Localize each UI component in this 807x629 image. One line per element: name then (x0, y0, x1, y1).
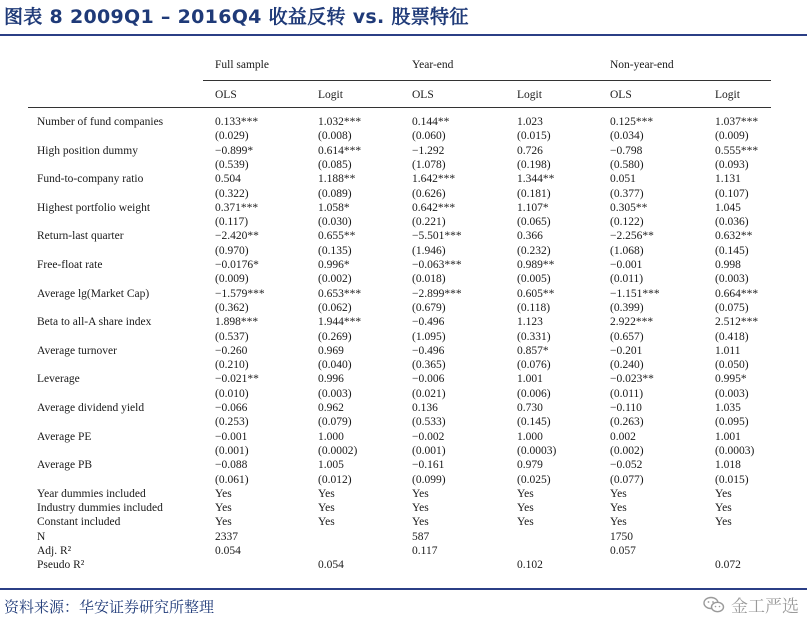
table-cell: (0.122) (610, 216, 644, 229)
row-label: Highest portfolio weight (37, 201, 151, 214)
table-cell: (0.040) (318, 359, 352, 372)
table-cell: (0.099) (412, 473, 446, 486)
table-cell: 0.857* (517, 344, 549, 357)
table-cell: (0.0003) (517, 444, 557, 457)
table-cell: Yes (412, 487, 429, 500)
table-cell: 1.032*** (318, 116, 362, 128)
table-cell: −0.110 (610, 402, 642, 414)
model-header: Logit (715, 89, 740, 101)
figure-title: 图表 8 2009Q1 – 2016Q4 收益反转 vs. 股票特征 (4, 6, 469, 28)
table-cell: (0.093) (715, 158, 749, 171)
row-label: Industry dummies included (37, 502, 163, 515)
table-cell: (0.117) (215, 216, 249, 229)
source-note: 资料来源：华安证券研究所整理 (4, 598, 215, 616)
table-cell: Yes (715, 502, 732, 515)
table-cell: (0.221) (412, 216, 446, 229)
table-cell: 0.117 (412, 545, 438, 557)
table-cell: 0.002 (610, 430, 636, 443)
table-cell: 0.366 (517, 230, 543, 243)
table-cell: (0.118) (517, 301, 551, 314)
group-header: Non-year-end (610, 59, 674, 71)
table-cell: 1.023 (517, 116, 543, 128)
table-cell: 1.058* (318, 201, 350, 214)
row-label: Constant included (37, 516, 121, 529)
table-cell: −0.021** (215, 373, 259, 386)
table-cell: 0.642*** (412, 201, 456, 214)
table-cell: 0.102 (517, 559, 543, 572)
table-cell: (0.362) (215, 301, 249, 314)
table-cell: (0.029) (215, 130, 249, 143)
table-cell: 1.944*** (318, 316, 362, 329)
model-header: Logit (318, 89, 343, 101)
table-cell: (0.011) (610, 273, 644, 286)
table-cell: 0.653*** (318, 287, 362, 300)
table-cell: (0.263) (610, 416, 644, 429)
table-cell: 1.123 (517, 316, 543, 329)
table-cell: −0.496 (412, 344, 445, 357)
table-cell: 0.371*** (215, 201, 259, 214)
table-cell: −2.420** (215, 230, 259, 243)
table-cell: Yes (412, 516, 429, 529)
table-cell: Yes (517, 502, 534, 515)
table-cell: −5.501*** (412, 230, 462, 243)
table-cell: (0.079) (318, 416, 352, 429)
table-cell: (1.095) (412, 330, 446, 343)
table-cell: 1.037*** (715, 116, 759, 128)
table-cell: Yes (215, 487, 232, 500)
row-label: Leverage (37, 373, 80, 386)
table-cell: (0.015) (715, 473, 749, 486)
table-cell: −1.579*** (215, 287, 265, 300)
table-cell: (0.085) (318, 158, 352, 171)
table-cell: (0.050) (715, 359, 749, 372)
table-cell: (1.946) (412, 244, 446, 257)
table-cell: −0.161 (412, 459, 445, 472)
table-cell: (0.331) (517, 330, 551, 343)
table-cell: Yes (610, 502, 627, 515)
table-cell: (0.145) (517, 416, 551, 429)
table-cell: 1.188** (318, 173, 356, 186)
table-cell: −0.0176* (215, 259, 259, 271)
table-cell: (0.580) (610, 158, 644, 171)
table-cell: 2.922*** (610, 316, 654, 329)
table-cell: Yes (318, 487, 335, 500)
table-cell: (1.068) (610, 244, 644, 257)
table-cell: −2.256** (610, 230, 654, 243)
row-label: High position dummy (37, 144, 138, 157)
table-cell: −0.006 (412, 373, 445, 386)
table-cell: 0.730 (517, 402, 543, 414)
row-label: Year dummies included (37, 487, 146, 500)
table-cell: −0.201 (610, 344, 643, 357)
row-label: Free-float rate (37, 259, 103, 271)
table-cell: 0.655** (318, 230, 356, 243)
table-cell: 1.018 (715, 459, 741, 472)
table-cell: (1.078) (412, 158, 446, 171)
table-cell: (0.322) (215, 187, 249, 200)
table-cell: (0.012) (318, 473, 352, 486)
table-cell: (0.089) (318, 187, 352, 200)
table-cell: −0.899* (215, 144, 254, 157)
row-label: Number of fund companies (37, 116, 164, 128)
table-cell: (0.095) (715, 416, 749, 429)
table-cell: 0.144** (412, 116, 450, 128)
table-cell: (0.537) (215, 330, 249, 343)
table-cell: (0.010) (215, 387, 249, 400)
table-cell: (0.533) (412, 416, 446, 429)
model-header: OLS (610, 89, 632, 101)
table-cell: (0.011) (610, 387, 644, 400)
row-label: Average dividend yield (37, 402, 145, 414)
table-cell: (0.240) (610, 359, 644, 372)
table-cell: (0.006) (517, 387, 551, 400)
table-cell: (0.009) (215, 273, 249, 286)
table-cell: (0.626) (412, 187, 446, 200)
table-cell: Yes (215, 502, 232, 515)
table-cell: 0.979 (517, 459, 543, 472)
table-cell: Yes (215, 516, 232, 529)
table-cell: 0.305** (610, 201, 648, 214)
table-cell: 1.011 (715, 344, 741, 357)
footer-rule (0, 588, 807, 590)
table-cell: 0.962 (318, 402, 344, 414)
table-cell: 1.000 (318, 430, 344, 443)
model-header: OLS (215, 89, 237, 101)
table-cell: 0.998 (715, 259, 741, 271)
table-cell: −0.023** (610, 373, 654, 386)
group-header: Full sample (215, 59, 269, 71)
table-cell: (0.021) (412, 387, 446, 400)
table-cell: (0.036) (715, 216, 749, 229)
table-cell: (0.399) (610, 301, 644, 314)
row-label: N (37, 530, 46, 543)
table-cell: 0.726 (517, 144, 543, 157)
table-cell: (0.065) (517, 216, 551, 229)
table-cell: 0.125*** (610, 116, 654, 128)
table-cell: Yes (610, 487, 627, 500)
wechat-icon (703, 596, 725, 614)
table-cell: 0.989** (517, 259, 555, 271)
table-cell: 1750 (610, 530, 633, 543)
subheader-bottom-line (28, 107, 771, 108)
table-cell: −0.066 (215, 402, 248, 414)
model-header: Logit (517, 89, 542, 101)
table-cell: (0.210) (215, 359, 249, 372)
watermark (703, 592, 799, 617)
model-header: OLS (412, 89, 434, 101)
table-cell: (0.001) (412, 444, 446, 457)
table-cell: Yes (517, 487, 534, 500)
table-cell: (0.232) (517, 244, 551, 257)
table-cell: Yes (715, 516, 732, 529)
table-cell: 0.054 (318, 559, 344, 572)
table-cell: 0.057 (610, 545, 636, 557)
table-cell: (0.015) (517, 130, 551, 143)
row-label: Fund-to-company ratio (37, 173, 144, 186)
table-cell: (0.970) (215, 244, 249, 257)
table-cell: 1.642*** (412, 173, 456, 186)
table-cell: (0.034) (610, 130, 644, 143)
table-cell: −1.151*** (610, 287, 660, 300)
table-cell: Yes (715, 487, 732, 500)
table-cell: (0.030) (318, 216, 352, 229)
table-cell: 587 (412, 530, 430, 543)
table-cell: 2.512*** (715, 316, 759, 329)
table-cell: 1.131 (715, 173, 741, 186)
table-cell: (0.135) (318, 244, 352, 257)
table-cell: (0.365) (412, 359, 446, 372)
table-cell: −0.001 (610, 259, 643, 271)
table-cell: 1.005 (318, 459, 344, 472)
row-label: Pseudo R² (37, 559, 85, 572)
table-cell: (0.062) (318, 301, 352, 314)
table-cell: Yes (412, 502, 429, 515)
table-cell: 0.605** (517, 287, 555, 300)
table-cell: −0.002 (412, 430, 445, 443)
table-cell: 2337 (215, 530, 238, 543)
row-label: Average lg(Market Cap) (37, 287, 150, 300)
row-label: Average PE (37, 430, 92, 443)
table-cell: −0.260 (215, 344, 248, 357)
table-cell: (0.0003) (715, 444, 755, 457)
table-cell: (0.657) (610, 330, 644, 343)
table-cell: −2.899*** (412, 287, 462, 300)
table-cell: 0.072 (715, 559, 741, 572)
table-cell: (0.198) (517, 158, 551, 171)
table-cell: (0.539) (215, 158, 249, 171)
table-cell: (0.002) (610, 444, 644, 457)
table-cell: 1.344** (517, 173, 555, 186)
table-cell: −0.063*** (412, 259, 462, 271)
table-cell: (0.003) (318, 387, 352, 400)
table-cell: 1.001 (517, 373, 543, 386)
table-cell: −0.001 (215, 430, 248, 443)
table-cell: 0.664*** (715, 287, 759, 300)
row-label: Average PB (37, 459, 93, 472)
table-cell: 0.054 (215, 545, 241, 557)
row-label: Return-last quarter (37, 230, 124, 243)
table-cell: 0.504 (215, 173, 241, 186)
title-rule (0, 34, 807, 36)
group-header: Year-end (412, 59, 454, 71)
table-cell: 1.000 (517, 430, 543, 443)
table-cell: (0.005) (517, 273, 551, 286)
table-cell: (0.003) (715, 273, 749, 286)
table-cell: 0.632** (715, 230, 753, 243)
table-cell: −0.052 (610, 459, 643, 472)
group-header-top-line (203, 80, 771, 81)
table-cell: 1.045 (715, 201, 741, 214)
table-cell: (0.679) (412, 301, 446, 314)
row-label: Average turnover (37, 344, 117, 357)
table-cell: (0.075) (715, 301, 749, 314)
table-cell: (0.061) (215, 473, 249, 486)
table-cell: 1.898*** (215, 316, 259, 329)
row-label: Adj. R² (37, 545, 72, 557)
table-cell: (0.253) (215, 416, 249, 429)
table-cell: (0.002) (318, 273, 352, 286)
table-cell: 0.614*** (318, 144, 362, 157)
table-cell: (0.060) (412, 130, 446, 143)
table-cell: 0.133*** (215, 116, 259, 128)
table-cell: (0.008) (318, 130, 352, 143)
watermark-text: 金工严选 (731, 597, 799, 617)
table-cell: −0.798 (610, 144, 643, 157)
table-cell: 1.035 (715, 402, 741, 414)
table-cell: 0.996* (318, 259, 350, 271)
table-cell: (0.107) (715, 187, 749, 200)
table-cell: (0.269) (318, 330, 352, 343)
table-cell: 0.136 (412, 402, 438, 414)
table-cell: (0.377) (610, 187, 644, 200)
table-cell: (0.418) (715, 330, 749, 343)
table-cell: (0.181) (517, 187, 551, 200)
table-cell: (0.0002) (318, 444, 358, 457)
table-cell: −0.088 (215, 459, 248, 472)
table-cell: Yes (318, 502, 335, 515)
table-cell: 0.995* (715, 373, 747, 386)
table-cell: 0.555*** (715, 144, 759, 157)
table-cell: (0.025) (517, 473, 551, 486)
row-label: Beta to all-A share index (37, 316, 152, 329)
table-cell: (0.076) (517, 359, 551, 372)
table-cell: (0.077) (610, 473, 644, 486)
table-cell: −0.496 (412, 316, 445, 329)
table-cell: 0.996 (318, 373, 344, 386)
table-cell: Yes (517, 516, 534, 529)
table-cell: Yes (610, 516, 627, 529)
table-cell: Yes (318, 516, 335, 529)
table-cell: (0.009) (715, 130, 749, 143)
table-cell: 0.051 (610, 173, 636, 186)
table-cell: 1.107* (517, 201, 549, 214)
table-cell: (0.145) (715, 244, 749, 257)
table-cell: −1.292 (412, 144, 445, 157)
table-cell: (0.018) (412, 273, 446, 286)
table-cell: (0.003) (715, 387, 749, 400)
table-cell: (0.001) (215, 444, 249, 457)
table-cell: 1.001 (715, 430, 741, 443)
table-cell: 0.969 (318, 344, 344, 357)
